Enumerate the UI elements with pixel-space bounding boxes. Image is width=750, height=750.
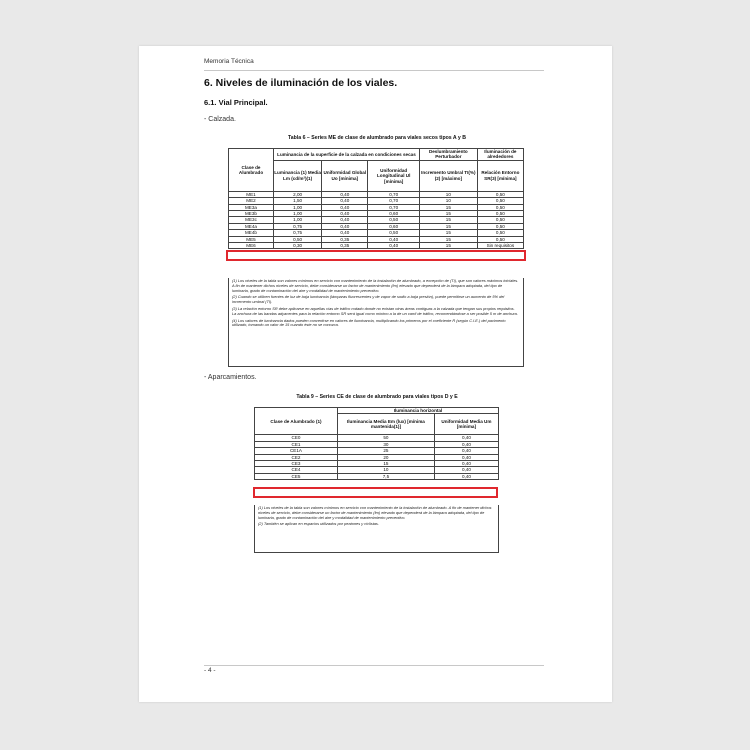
table-cell-uo: 0,40 <box>322 217 368 223</box>
table-cell-sr: 0,50 <box>477 204 523 210</box>
table-cell-ul: 0,60 <box>368 211 419 217</box>
table-cell-sr: 0,50 <box>477 198 523 204</box>
table-cell-ti: 15 <box>419 223 477 229</box>
table6-header-group1: Luminancia de la superficie de la calzada en condiciones secas <box>274 149 420 161</box>
table-cell-c: ME4a <box>229 223 274 229</box>
table-cell-um: 0,40 <box>434 461 498 467</box>
table-cell-lm: 0,30 <box>274 243 322 249</box>
table-cell-ul: 0,60 <box>368 223 419 229</box>
table-cell-em: 7,5 <box>338 473 435 479</box>
table-cell-lm: 2,00 <box>274 191 322 197</box>
table-cell-ul: 0,40 <box>368 236 419 242</box>
table6-header-group2: Deslumbramiento Perturbador <box>419 149 477 161</box>
table-cell-sr: 0,50 <box>477 191 523 197</box>
table-cell-em: 15 <box>338 461 435 467</box>
table-cell-ti: 15 <box>419 236 477 242</box>
table-cell-ul: 0,40 <box>368 243 419 249</box>
table-cell-em: 20 <box>338 454 435 460</box>
table-cell-um: 0,40 <box>434 448 498 454</box>
table6-header-group3: Iluminación de alrededores <box>477 149 523 161</box>
section-title: 6. Niveles de iluminación de los viales. <box>204 77 398 89</box>
table-cell-ti: 15 <box>419 230 477 236</box>
table9-header-em: Iluminancia Media Em (lux) [mínima mantenida(1)] <box>338 414 435 435</box>
table-cell-lm: 0,50 <box>274 236 322 242</box>
table-cell-em: 30 <box>338 441 435 447</box>
table-cell-c: CE3 <box>255 461 338 467</box>
header-rule <box>204 70 544 71</box>
table6-caption: Tabla 6 – Series ME de clase de alumbrado para viales secos tipos A y B <box>288 135 466 141</box>
running-header: Memoria Técnica <box>204 58 254 65</box>
table-cell-em: 25 <box>338 448 435 454</box>
table-cell-um: 0,40 <box>434 435 498 441</box>
table9-header-um: Uniformidad Media Um [mínima] <box>434 414 498 435</box>
table-cell-c: CE5 <box>255 473 338 479</box>
table-cell-ti: 10 <box>419 191 477 197</box>
table-cell-sr: 0,50 <box>477 217 523 223</box>
table-row <box>255 473 499 479</box>
table-cell-ul: 0,70 <box>368 204 419 210</box>
footer-rule <box>204 665 544 666</box>
table-cell-uo: 0,40 <box>322 223 368 229</box>
table9-highlight-box <box>253 487 498 498</box>
table-cell-ti: 15 <box>419 217 477 223</box>
table-cell-c: ME6 <box>229 243 274 249</box>
table6-header-ti: Incremento Umbral TI(%)(2) [máximo] <box>419 160 477 191</box>
table6-note: (2) Cuando se utilicen fuentes de luz de baja luminancia (lámparas fluorescentes y de vapor de sodio a baja presión), puede permitirse un aumento de 5% del incremento umbral (TI). <box>232 294 505 305</box>
table-cell-ul: 0,50 <box>368 217 419 223</box>
table-cell-sr: 0,50 <box>477 230 523 236</box>
table-cell-sr: Sin requisitos <box>477 243 523 249</box>
table6-note: (1) Los niveles de la tabla son valores mínimos en servicio con mantenimiento de la instalación de alumbrado, a excepción de (TI), que son valores máximos iniciales. A fin de mantener dichos niveles de servicio, debe considerarse un factor de mantenimiento (fm) elevado que dependerá de la lámpara adoptada, del tipo de luminaria, grado de contaminación del aire y modalidad de mantenimiento preventivo. <box>232 278 519 293</box>
table9-note: (2) También se aplican en espacios utilizados por peatones y ciclistas. <box>258 521 379 527</box>
table-cell-c: ME3b <box>229 211 274 217</box>
table6-notes <box>228 278 524 367</box>
table-cell-em: 10 <box>338 467 435 473</box>
table6-header-class: Clase de Alumbrado <box>229 149 274 192</box>
table6-note: (4) Los valores de luminancia dados pueden convertirse en valores de iluminancia, multiplicando los primeros por el coeficiente R (según C.I.E.) del pavimento utilizado, tomando un valor de 15 cuando éste no se conozca. <box>232 317 506 328</box>
table-cell-sr: 0,50 <box>477 211 523 217</box>
table9-header-class: Clase de Alumbrado (1) <box>255 408 338 435</box>
table-cell-um: 0,40 <box>434 441 498 447</box>
table-row <box>229 243 524 249</box>
table-cell-ti: 15 <box>419 204 477 210</box>
table-cell-c: ME2 <box>229 198 274 204</box>
table6-header-uo: Uniformidad Global Uo [mínima] <box>322 160 368 191</box>
subsection-title: 6.1. Vial Principal. <box>204 98 268 107</box>
table-cell-lm: 1,00 <box>274 204 322 210</box>
table6-header-sr: Relación Entorno SR(3) [mínima] <box>477 160 523 191</box>
table-cell-lm: 1,00 <box>274 217 322 223</box>
table-cell-um: 0,40 <box>434 454 498 460</box>
table-cell-c: CE4 <box>255 467 338 473</box>
table-cell-ti: 10 <box>419 198 477 204</box>
table-cell-uo: 0,40 <box>322 211 368 217</box>
table6-header-lm: Luminancia (1) Media Lm (cd/m²)(1) <box>274 160 322 191</box>
table-cell-sr: 0,50 <box>477 223 523 229</box>
calzada-label: - Calzada. <box>204 116 236 123</box>
table-cell-c: CE1A <box>255 448 338 454</box>
table-cell-lm: 1,50 <box>274 198 322 204</box>
document-page <box>139 46 612 702</box>
table-cell-uo: 0,35 <box>322 236 368 242</box>
table-cell-uo: 0,40 <box>322 198 368 204</box>
table-cell-em: 50 <box>338 435 435 441</box>
table-cell-lm: 0,75 <box>274 230 322 236</box>
table-cell-c: ME5 <box>229 236 274 242</box>
table6-header-ul: Uniformidad Longitudinal Ul [mínima] <box>368 160 419 191</box>
table-cell-c: CE0 <box>255 435 338 441</box>
table6 <box>228 148 524 249</box>
table9 <box>254 407 499 480</box>
table-cell-um: 0,40 <box>434 473 498 479</box>
table-cell-c: ME3c <box>229 217 274 223</box>
table6-note: (3) La relación entorno SR debe aplicarse en aquellas vías de tráfico rodado donde no existan otras áreas contiguas a la calzada que tengan sus propios requisitos. La anchura de las bandas adyacentes para la relación entorno SR será igual como mínimo a la de un carril de tráfico, recomendándose a ser posible 5 m de anchura. <box>232 305 518 316</box>
table-cell-ti: 15 <box>419 243 477 249</box>
table-cell-c: ME1 <box>229 191 274 197</box>
table-cell-uo: 0,40 <box>322 230 368 236</box>
table-cell-um: 0,40 <box>434 467 498 473</box>
table-cell-lm: 1,00 <box>274 211 322 217</box>
table9-note: (1) Los niveles de la tabla son valores mínimos en servicio con mantenimiento de la instalación de alumbrado. A fin de mantener dichos niveles de servicio, debe considerarse un factor de mantenimiento (fm) elevado que dependerá de la lámpara adoptada, del tipo de luminaria, grado de contaminación del aire y modalidad de mantenimiento preventivo. <box>258 505 492 520</box>
table-cell-ti: 15 <box>419 211 477 217</box>
table-cell-c: CE1 <box>255 441 338 447</box>
table-cell-c: CE2 <box>255 454 338 460</box>
table-cell-sr: 0,50 <box>477 236 523 242</box>
table-cell-ul: 0,70 <box>368 191 419 197</box>
aparcamientos-label: - Aparcamientos. <box>204 374 257 381</box>
table-cell-ul: 0,70 <box>368 198 419 204</box>
table9-notes <box>254 505 499 553</box>
table-cell-uo: 0,40 <box>322 204 368 210</box>
table-cell-lm: 0,75 <box>274 223 322 229</box>
table6-highlight-box <box>226 250 526 261</box>
table-cell-uo: 0,35 <box>322 243 368 249</box>
page-number: - 4 - <box>204 667 216 674</box>
table9-header-group: Iluminancia horizontal <box>338 408 499 414</box>
table9-caption: Tabla 9 – Series CE de clase de alumbrado para viales tipos D y E <box>296 394 458 400</box>
table-cell-c: ME3a <box>229 204 274 210</box>
table-cell-c: ME4b <box>229 230 274 236</box>
table-cell-uo: 0,40 <box>322 191 368 197</box>
table-cell-ul: 0,50 <box>368 230 419 236</box>
